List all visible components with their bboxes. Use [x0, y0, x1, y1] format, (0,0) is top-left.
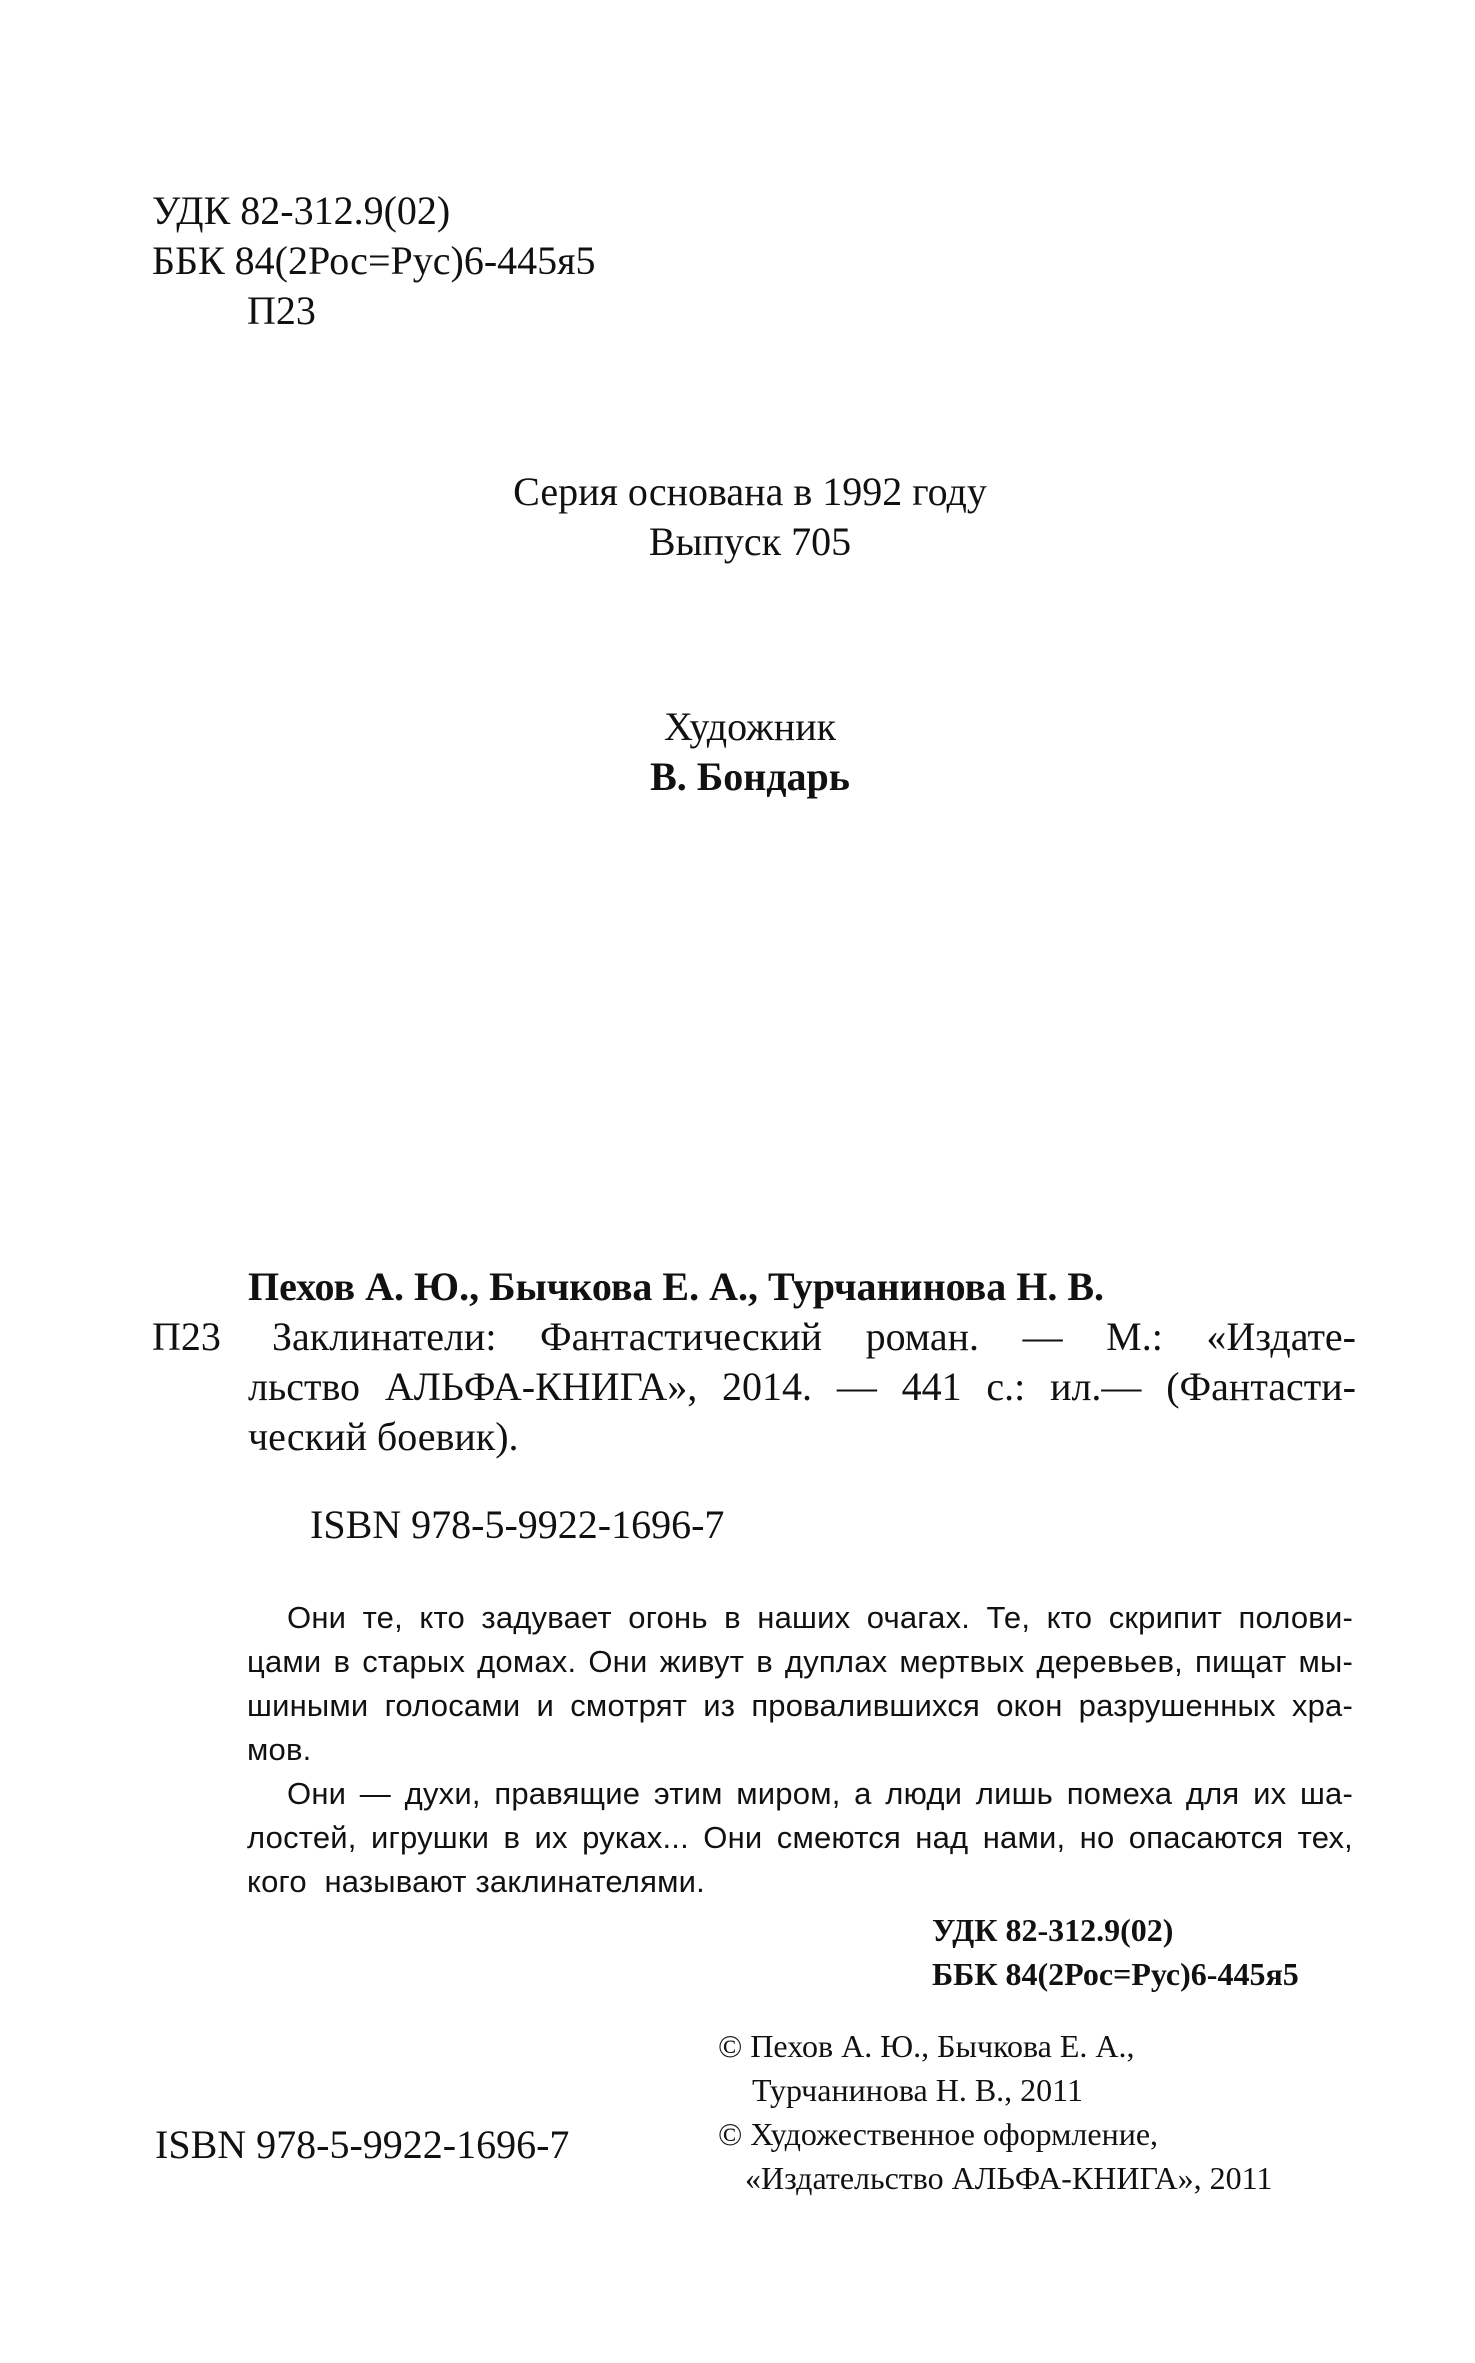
annotation-p1-line-4: мов.: [247, 1732, 312, 1767]
series-founded: Серия основана в 1992 году: [513, 469, 987, 514]
annotation-p1-line-3: шиными голосами и смотрят из провалившихся окон разрушенных хра-: [247, 1688, 1353, 1723]
udk-code-bottom: УДК 82-312.9(02): [932, 1912, 1174, 1948]
bbk-code-bottom: ББК 84(2Рос=Рус)6-445я5: [932, 1956, 1299, 1992]
bibliography-line-3: ческий боевик).: [248, 1414, 519, 1459]
copyright-line-4: «Издательство АЛЬФА-КНИГА», 2011: [745, 2160, 1273, 2196]
copyright-line-1: © Пехов А. Ю., Бычкова Е. А.,: [718, 2028, 1135, 2064]
annotation-p2-line-1: Они — духи, правящие этим миром, а люди лишь помеха для их ша-: [287, 1776, 1353, 1811]
bibliography-line-2: льство АЛЬФА-КНИГА», 2014. — 441 с.: ил.— (Фантасти-: [248, 1364, 1356, 1409]
annotation-p2-line-3: кого называют заклинателями.: [247, 1864, 705, 1899]
annotation-p2-line-2: лостей, игрушки в их руках... Они смеются над нами, но опасаются тех,: [247, 1820, 1353, 1855]
copyright-line-2: Турчанинова Н. В., 2011: [752, 2072, 1083, 2108]
annotation-p1-line-1: Они те, кто задувает огонь в наших очагах. Те, кто скрипит полови-: [287, 1600, 1353, 1635]
bibliography-authors: Пехов А. Ю., Бычкова Е. А., Турчанинова Н. В.: [248, 1264, 1105, 1309]
bibliography-mark: П23: [152, 1314, 221, 1359]
bibliography-line-1: Заклинатели: Фантастический роман. — М.: «Издате-: [272, 1314, 1356, 1359]
series-issue: Выпуск 705: [648, 519, 852, 564]
artist-label: Художник: [663, 704, 837, 749]
udk-code-top: УДК 82-312.9(02): [152, 188, 451, 233]
bbk-code-top: ББК 84(2Рос=Рус)6-445я5: [152, 238, 596, 283]
isbn-bottom: ISBN 978-5-9922-1696-7: [155, 2122, 570, 2167]
bibliography-isbn: ISBN 978-5-9922-1696-7: [310, 1502, 725, 1547]
annotation-p1-line-2: цами в старых домах. Они живут в дуплах мертвых деревьев, пищат мы-: [247, 1644, 1353, 1679]
artist-name: В. Бондарь: [650, 754, 850, 799]
author-mark-top: П23: [247, 288, 316, 333]
copyright-line-3: © Художественное оформление,: [718, 2116, 1159, 2152]
